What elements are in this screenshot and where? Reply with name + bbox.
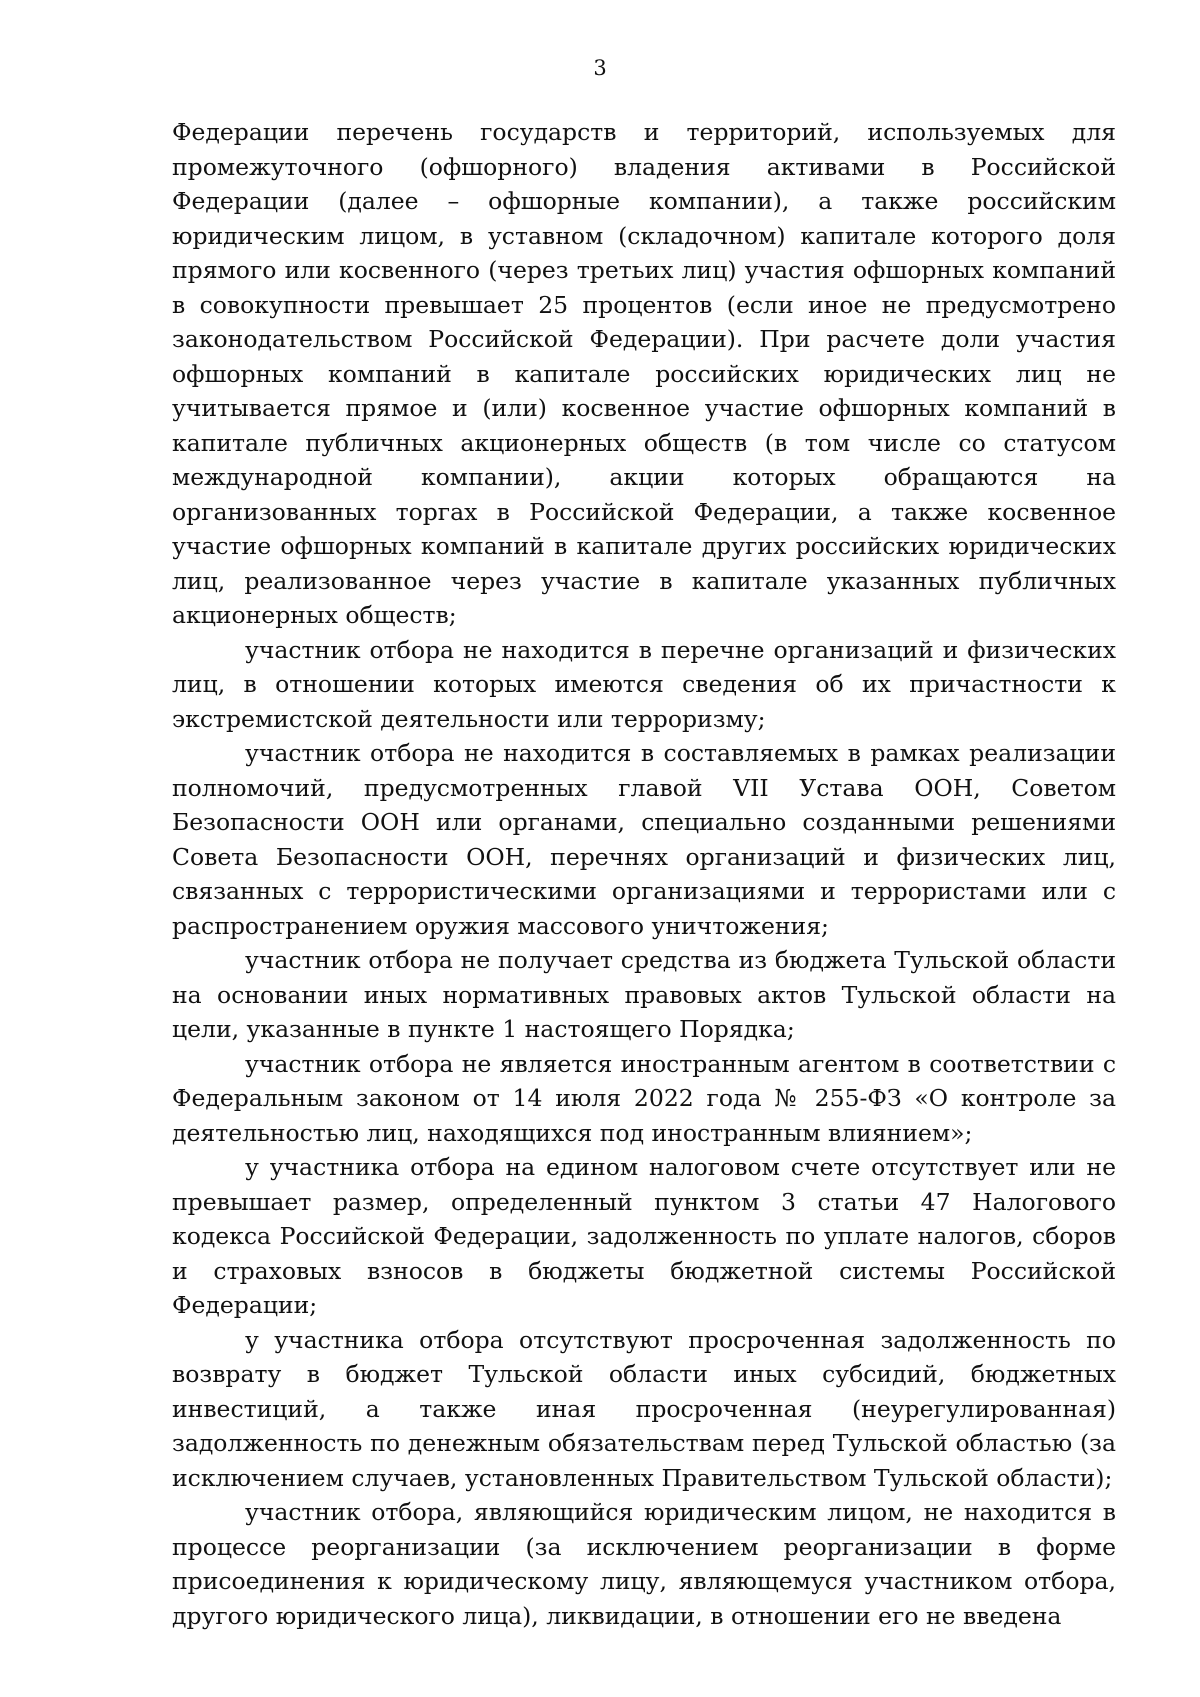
paragraph-tax-debt: у участника отбора на едином налоговом счете отсутствует или не превышает размер, определенный пунктом 3 статьи 47 Налогового кодекса Российской Федерации, задолженность по уплате налогов, сборов и страховых взносов в бюджеты бюджетной системы Российской Федерации; bbox=[172, 1153, 1116, 1319]
paragraph-overdue-debt: у участника отбора отсутствуют просроченная задолженность по возврату в бюджет Тульской области иных субсидий, бюджетных инвестиций, а также иная просроченная (неурегулированная) задолженность по денежным обязательствам перед Тульской областью (за исключением случаев, установленных Правительством Тульской области); bbox=[172, 1325, 1116, 1492]
paragraph-offshore-continuation: Федерации перечень государств и территорий, используемых для промежуточного (офшорного) владения активами в Российской Федерации (далее – офшорные компании), а также российским юридическим лицом, в уставном (складочном) капитале которого доля прямого или косвенного (через третьих лиц) участия офшорных компаний в совокупности превышает 25 процентов (если иное не предусмотрено законодательством Российской Федерации). При расчете доли участия офшорных компаний в капитале российских юридических лиц не учитывается прямое и (или) косвенное участие офшорных компаний в капитале публичных акционерных обществ (в том числе со статусом международной компании), акции которых обращаются на организованных торгах в Российской Федерации, а также косвенное участие офшорных компаний в капитале других российских юридических лиц, реализованное через участие в капитале указанных публичных акционерных обществ; bbox=[172, 118, 1116, 629]
paragraph-not-foreign-agent: участник отбора не является иностранным агентом в соответствии с Федеральным законом от 14 июля 2022 года № 255-ФЗ «О контроле за деятельностью лиц, находящихся под иностранным влиянием»; bbox=[172, 1049, 1116, 1147]
document-body bbox=[172, 115, 1116, 1633]
page-number: 3 bbox=[593, 56, 607, 80]
paragraph-no-other-budget-funds: участник отбора не получает средства из бюджета Тульской области на основании иных нормативных правовых актов Тульской области на цели, указанные в пункте 1 настоящего Порядка; bbox=[172, 946, 1116, 1043]
paragraph-extremism-list: участник отбора не находится в перечне организаций и физических лиц, в отношении которых имеются сведения об их причастности к экстремистской деятельности или терроризму; bbox=[172, 635, 1116, 733]
paragraph-reorganization: участник отбора, являющийся юридическим лицом, не находится в процессе реорганизации (за исключением реорганизации в форме присоединения к юридическому лицу, являющемуся участником отбора, другого юридического лица), ликвидации, в отношении его не введена bbox=[172, 1498, 1116, 1630]
paragraph-un-sanctions-list: участник отбора не находится в составляемых в рамках реализации полномочий, предусмотренных главой VII Устава ООН, Советом Безопасности ООН или органами, специально созданными решениями Совета Безопасности ООН, перечнях организаций и физических лиц, связанных с террористическими организациями и террористами или с распространением оружия массового уничтожения; bbox=[172, 739, 1116, 940]
